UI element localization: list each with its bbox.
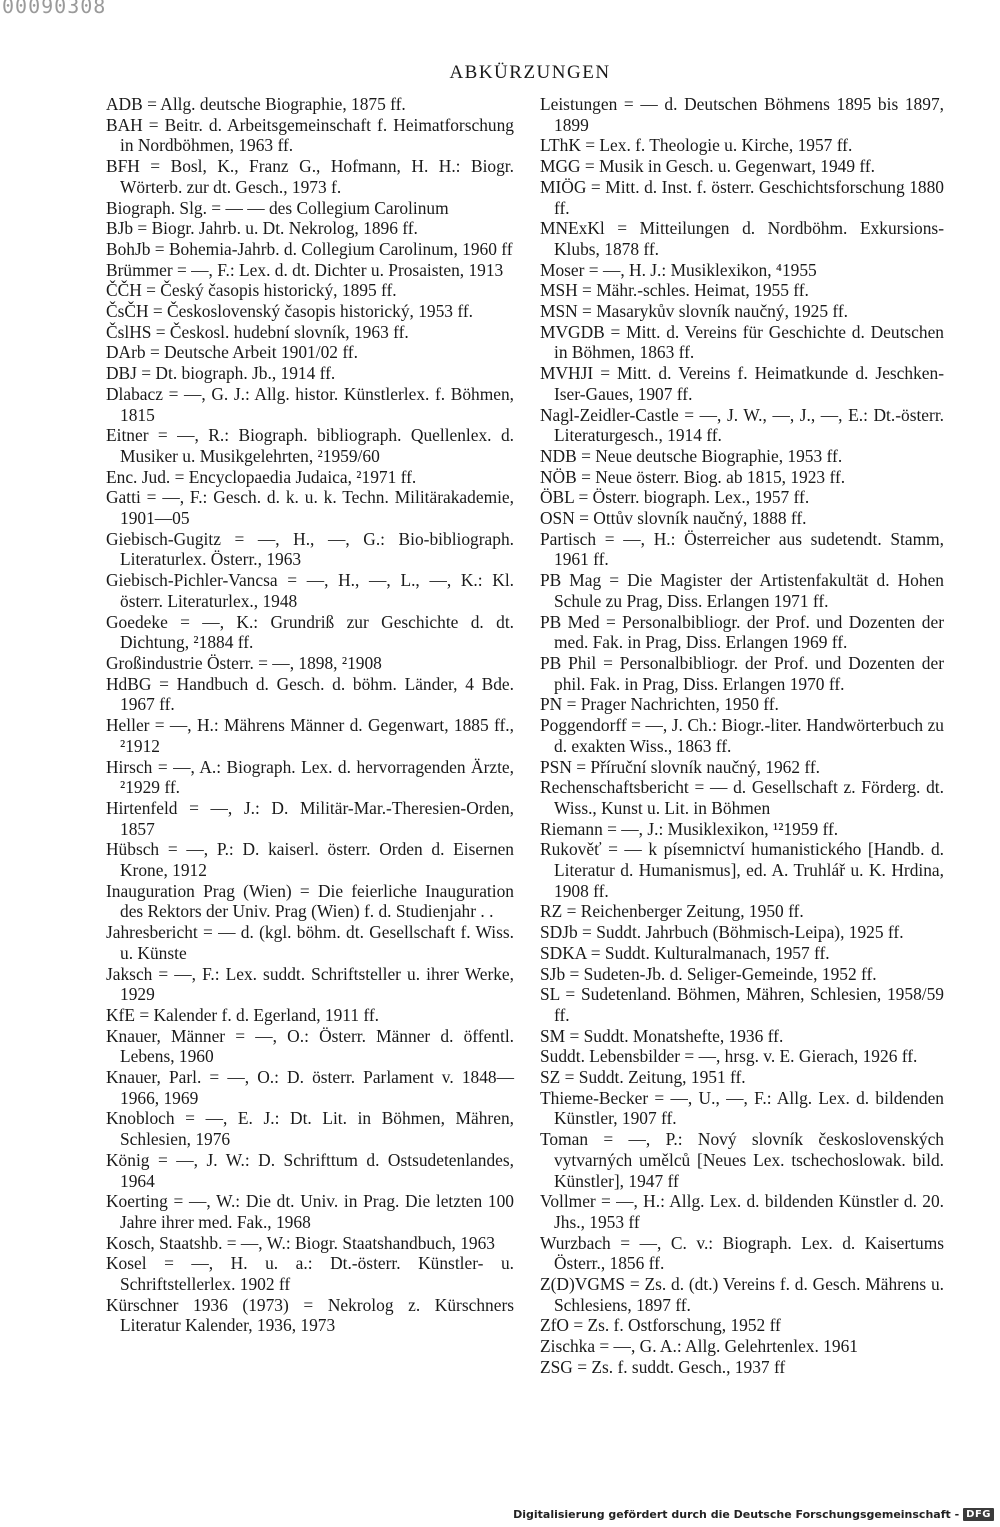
abbreviation-entry: PB Med = Personalbibliogr. der Prof. und Dozenten der med. Fak. in Prag, Diss. Erlangen 1969 ff. [540, 611, 944, 653]
abbreviation-entry: BohJb = Bohemia-Jahrb. d. Collegium Carolinum, 1960 ff [106, 238, 513, 259]
abbreviation-entry: MIÖG = Mitt. d. Inst. f. österr. Geschichtsforschung 1880 ff. [540, 176, 944, 218]
abbreviation-entry: Rechenschaftsbericht = — d. Gesellschaft z. Förderg. dt. Wiss., Kunst u. Lit. in Böhmen [540, 777, 944, 818]
abbreviation-entry: Kosch, Staatshb. = —, W.: Biogr. Staatshandbuch, 1963 [106, 1232, 496, 1253]
abbreviation-entry: Zischka = —, G. A.: Allg. Gelehrtenlex. 1961 [540, 1336, 858, 1357]
abbreviation-entry: BAH = Beitr. d. Arbeitsgemeinschaft f. Heimatforschung in Nordböhmen, 1963 ff. [106, 114, 514, 156]
abbreviation-entry: LThK = Lex. f. Theologie u. Kirche, 1957 ff. [540, 135, 853, 156]
abbreviation-entry: SZ = Suddt. Zeitung, 1951 ff. [540, 1067, 746, 1088]
abbreviation-entry: Giebisch-Pichler-Vancsa = —, H., —, L., —, K.: Kl. österr. Literaturlex., 1948 [106, 570, 514, 611]
abbreviation-entry: Jahresbericht = — d. (kgl. böhm. dt. Gesellschaft f. Wiss. u. Künste [106, 922, 514, 963]
left-column [106, 94, 514, 1336]
abbreviation-entry: PB Mag = Die Magister der Artistenfakultät d. Hohen Schule zu Prag, Diss. Erlangen 1971 ff. [540, 570, 944, 611]
abbreviation-entry: PN = Prager Nachrichten, 1950 ff. [540, 694, 779, 715]
abbreviation-entry: Hirtenfeld = —, J.: D. Militär-Mar.-Theresien-Orden, 1857 [106, 797, 514, 839]
abbreviation-entry: OSN = Ottův slovník naučný, 1888 ff. [540, 508, 807, 529]
abbreviation-entry: Thieme-Becker = —, U., —, F.: Allg. Lex. d. bildenden Künstler, 1907 ff. [540, 1087, 944, 1129]
abbreviation-entry: BJb = Biogr. Jahrb. u. Dt. Nekrolog, 1896 ff. [106, 218, 418, 239]
abbreviation-entry: ČČH = Český časopis historický, 1895 ff. [106, 280, 397, 301]
abbreviation-entry: Eitner = —, R.: Biograph. bibliograph. Quellenlex. d. Musiker u. Musikgelehrten, ²1959/60 [106, 425, 514, 466]
abbreviation-entry: DBJ = Dt. biograph. Jb., 1914 ff. [106, 363, 336, 384]
abbreviation-entry: MSN = Masarykův slovník naučný, 1925 ff. [540, 301, 849, 322]
abbreviation-entry: Kosel = —, H. u. a.: Dt.-österr. Künstler- u. Schriftstellerlex. 1902 ff [106, 1253, 514, 1295]
abbreviation-entry: Hübsch = —, P.: D. kaiserl. österr. Orden d. Eisernen Krone, 1912 [106, 839, 514, 881]
abbreviation-entry: Koerting = —, W.: Die dt. Univ. in Prag. Die letzten 100 Jahre ihrer med. Fak., 1968 [106, 1191, 514, 1232]
dfg-logo: DFG [963, 1508, 994, 1521]
abbreviation-entry: Giebisch-Gugitz = —, H., —, G.: Bio-bibliograph. Literaturlex. Österr., 1963 [106, 528, 514, 570]
abbreviation-entry: Brümmer = —, F.: Lex. d. dt. Dichter u. Prosaisten, 1913 [106, 259, 504, 280]
abbreviation-entry: Leistungen = — d. Deutschen Böhmens 1895 bis 1897, 1899 [540, 94, 944, 135]
abbreviation-entry: HdBG = Handbuch d. Gesch. d. böhm. Länder, 4 Bde. 1967 ff. [106, 673, 514, 715]
abbreviation-entry: Suddt. Lebensbilder = —, hrsg. v. E. Gierach, 1926 ff. [540, 1046, 918, 1067]
abbreviation-entry: Kürschner 1936 (1973) = Nekrolog z. Kürschners Literatur Kalender, 1936, 1973 [106, 1294, 514, 1336]
abbreviation-entry: ADB = Allg. deutsche Biographie, 1875 ff. [106, 94, 406, 114]
abbreviation-entry: Z(D)VGMS = Zs. d. (dt.) Vereins f. d. Gesch. Mährens u. Schlesiens, 1897 ff. [540, 1274, 944, 1315]
abbreviation-entry: MSH = Mähr.-schles. Heimat, 1955 ff. [540, 280, 809, 301]
abbreviation-entry: DArb = Deutsche Arbeit 1901/02 ff. [106, 342, 358, 363]
abbreviation-entry: Knobloch = —, E. J.: Dt. Lit. in Böhmen, Mähren, Schlesien, 1976 [106, 1108, 514, 1150]
abbreviation-entry: Hirsch = —, A.: Biograph. Lex. d. hervorragenden Ärzte, ²1929 ff. [106, 756, 514, 798]
abbreviation-entry: NDB = Neue deutsche Biographie, 1953 ff. [540, 445, 843, 466]
abbreviation-entry: Rukověť = — k písemnictví humanistického [Handb. d. Literatur d. Humanismus], ed. A. Truhlář u. K. Hrdina, 1908 ff. [540, 839, 944, 901]
right-column [540, 94, 944, 1378]
abbreviation-entry: Wurzbach = —, C. v.: Biograph. Lex. d. Kaisertums Österr., 1856 ff. [540, 1232, 944, 1274]
abbreviation-entry: Vollmer = —, H.: Allg. Lex. d. bildenden Künstler d. 20. Jhs., 1953 ff [540, 1191, 944, 1232]
abbreviation-entry: Toman = —, P.: Nový slovník československých vytvarných umělců [Neues Lex. tschechoslowak. bild. Künstler], 1947 ff [540, 1129, 944, 1191]
abbreviation-entry: PB Phil = Personalbibliogr. der Prof. und Dozenten der phil. Fak. in Prag, Diss. Erlangen 1970 ff. [540, 652, 944, 694]
abbreviation-entry: Poggendorff = —, J. Ch.: Biogr.-liter. Handwörterbuch zu d. exakten Wiss., 1863 ff. [540, 715, 944, 756]
abbreviation-entry: SDJb = Suddt. Jahrbuch (Böhmisch-Leipa), 1925 ff. [540, 922, 904, 943]
abbreviation-entry: SM = Suddt. Monatshefte, 1936 ff. [540, 1025, 784, 1046]
abbreviation-entry: RZ = Reichenberger Zeitung, 1950 ff. [540, 901, 804, 922]
abbreviation-entry: Jaksch = —, F.: Lex. suddt. Schriftsteller u. ihrer Werke, 1929 [106, 963, 514, 1005]
abbreviation-entry: NÖB = Neue österr. Biog. ab 1815, 1923 ff. [540, 466, 846, 487]
abbreviation-entry: MGG = Musik in Gesch. u. Gegenwart, 1949 ff. [540, 156, 876, 177]
footer [513, 1508, 994, 1521]
footer-credit: Digitalisierung gefördert durch die Deutsche Forschungsgemeinschaft - [513, 1508, 960, 1521]
abbreviation-entry: SL = Sudetenland. Böhmen, Mähren, Schlesien, 1958/59 ff. [540, 984, 944, 1025]
abbreviation-entry: ÖBL = Österr. biograph. Lex., 1957 ff. [540, 487, 810, 508]
abbreviation-entry: König = —, J. W.: D. Schrifttum d. Ostsudetenlandes, 1964 [106, 1149, 514, 1191]
abbreviation-entry: Enc. Jud. = Encyclopaedia Judaica, ²1971 ff. [106, 466, 417, 487]
abbreviation-entry: ČsČH = Československý časopis historický, 1953 ff. [106, 301, 473, 322]
abbreviation-entry: ZSG = Zs. f. suddt. Gesch., 1937 ff [540, 1356, 786, 1377]
abbreviation-entry: Knauer, Parl. = —, O.: D. österr. Parlament v. 1848—1966, 1969 [106, 1067, 514, 1108]
abbreviation-entry: Gatti = —, F.: Gesch. d. k. u. k. Techn. Militärakademie, 1901—05 [106, 487, 514, 529]
abbreviation-entry: Goedeke = —, K.: Grundriß zur Geschichte d. dt. Dichtung, ²1884 ff. [106, 611, 514, 653]
abbreviation-entry: Inauguration Prag (Wien) = Die feierliche Inauguration des Rektors der Univ. Prag (Wien) f. d. Studienjahr . . [106, 880, 514, 922]
abbreviation-entry: KfE = Kalender f. d. Egerland, 1911 ff. [106, 1004, 379, 1025]
abbreviation-entry: Moser = —, H. J.: Musiklexikon, ⁴1955 [540, 259, 817, 280]
abbreviation-entry: MVGDB = Mitt. d. Vereins für Geschichte d. Deutschen in Böhmen, 1863 ff. [540, 321, 944, 363]
abbreviation-entry: BFH = Bosl, K., Franz G., Hofmann, H. H.: Biogr. Wörterb. zur dt. Gesch., 1973 f. [106, 156, 514, 197]
abbreviation-entry: MVHJI = Mitt. d. Vereins f. Heimatkunde d. Jeschken-Iser-Gaues, 1907 ff. [540, 363, 944, 404]
abbreviation-entry: SJb = Sudeten-Jb. d. Seliger-Gemeinde, 1952 ff. [540, 963, 877, 984]
abbreviation-entry: Großindustrie Österr. = —, 1898, ²1908 [106, 652, 382, 673]
abbreviation-entry: MNExKl = Mitteilungen d. Nordböhm. Exkursions-Klubs, 1878 ff. [540, 218, 944, 259]
abbreviation-entry: Nagl-Zeidler-Castle = —, J. W., —, J., —, E.: Dt.-österr. Literaturgesch., 1914 ff. [540, 404, 944, 446]
abbreviation-entry: Riemann = —, J.: Musiklexikon, ¹²1959 ff. [540, 818, 839, 839]
abbreviation-entry: PSN = Příruční slovník naučný, 1962 ff. [540, 756, 820, 777]
abbreviation-entry: Dlabacz = —, G. J.: Allg. histor. Künstlerlex. f. Böhmen, 1815 [106, 383, 514, 425]
abbreviation-entry: Heller = —, H.: Mährens Männer d. Gegenwart, 1885 ff., ²1912 [106, 715, 514, 756]
abbreviation-entry: SDKA = Suddt. Kulturalmanach, 1957 ff. [540, 942, 830, 963]
abbreviation-entry: ČslHS = Českosl. hudební slovník, 1963 ff. [106, 321, 409, 342]
abbreviation-entry: Biograph. Slg. = — — des Collegium Carolinum [106, 197, 449, 218]
abbreviation-entry: Knauer, Männer = —, O.: Österr. Männer d. öffentl. Lebens, 1960 [106, 1025, 514, 1067]
page-title: ABKÜRZUNGEN [449, 62, 611, 83]
abbreviation-entry: ZfO = Zs. f. Ostforschung, 1952 ff [540, 1315, 781, 1336]
scan-id: 00090308 [2, 0, 107, 18]
abbreviation-entry: Partisch = —, H.: Österreicher aus sudetendt. Stamm, 1961 ff. [540, 528, 944, 570]
